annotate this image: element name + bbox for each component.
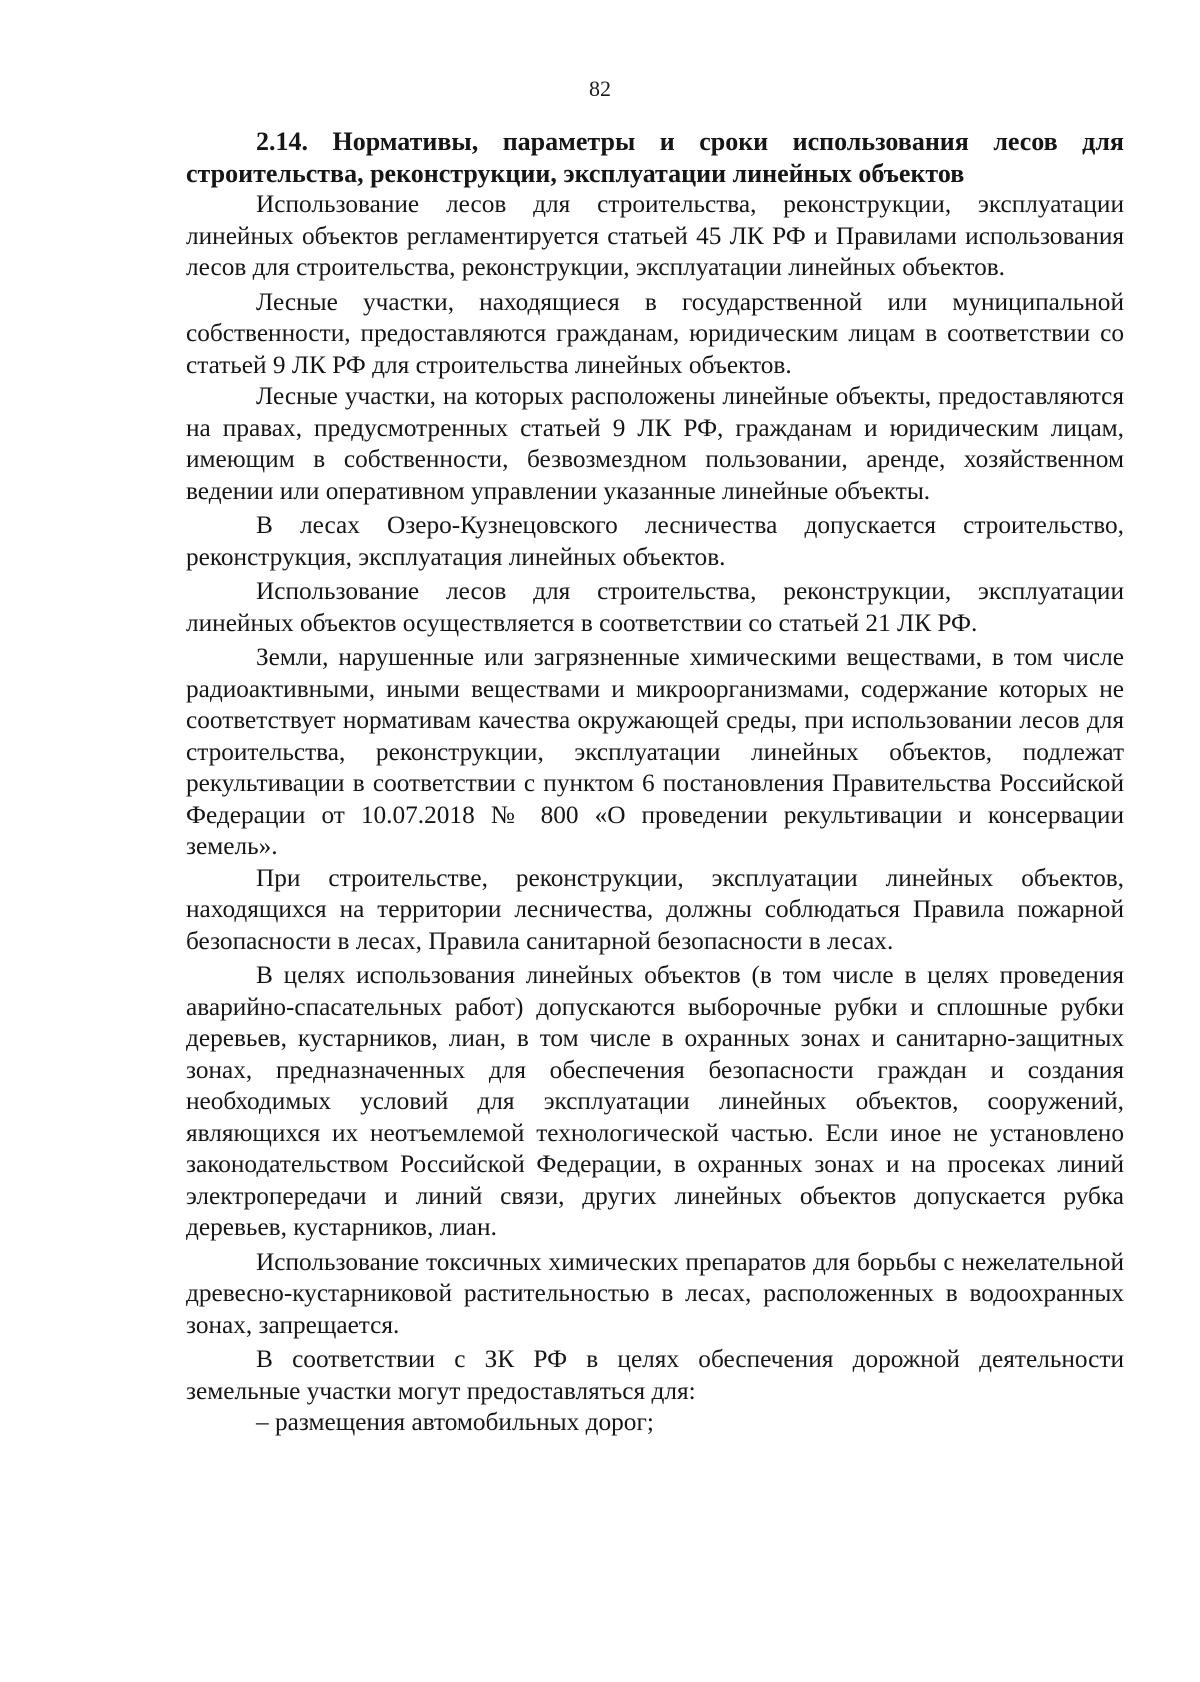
document-content — [186, 126, 1124, 1439]
section-heading: 2.14. Нормативы, параметры и сроки использования лесов для строительства, реконструкции, эксплуатации линейных объектов — [186, 127, 1124, 188]
paragraph: При строительстве, реконструкции, эксплуатации линейных объектов, находящихся на территории лесничества, должны соблюдаться Правила пожарной безопасности в лесах, Правила санитарной безопасности в лесах. — [186, 863, 1124, 955]
section-body — [186, 189, 1124, 1439]
paragraph: Использование лесов для строительства, реконструкции, эксплуатации линейных объектов осуществляется в соответствии со статьей 21 ЛК РФ. — [186, 577, 1124, 637]
paragraph: Использование лесов для строительства, реконструкции, эксплуатации линейных объектов регламентируется статьей 45 ЛК РФ и Правилами использования лесов для строительства, реконструкции, эксплуатации линейных объектов. — [186, 190, 1124, 281]
paragraph: В целях использования линейных объектов (в том числе в целях проведения аварийно-спасательных работ) допускаются выборочные рубки и сплошные рубки деревьев, кустарников, лиан, в том числе в охранных зонах и санитарно-защитных зонах, предназначенных для обеспечения безопасности граждан и создания необходимых условий для эксплуатации линейных объектов, сооружений, являющихся их неотъемлемой технологической частью. Если иное не установлено законодательством Российской Федерации, в охранных зонах и на просеках линий электропередачи и линий связи, других линейных объектов допускается рубка деревьев, кустарников, лиан. — [186, 961, 1124, 1241]
paragraph: Лесные участки, находящиеся в государственной или муниципальной собственности, предоставляются гражданам, юридическим лицам в соответствии со статьей 9 ЛК РФ для строительства линейных объектов. — [186, 287, 1124, 379]
paragraph: Использование токсичных химических препаратов для борьбы с нежелательной древесно-кустарниковой растительностью в лесах, расположенных в водоохранных зонах, запрещается. — [186, 1247, 1124, 1339]
paragraph: Земли, нарушенные или загрязненные химическими веществами, в том числе радиоактивными, иными веществами и микроорганизмами, содержание которых не соответствует нормативам качества окружающей среды, при использовании лесов для строительства, реконструкции, эксплуатации линейных объектов, подлежат рекультивации в соответствии с пунктом 6 постановления Правительства Российской Федерации от 10.07.2018 № 800 «О проведении рекультивации и консервации земель». — [186, 643, 1124, 860]
paragraph: Лесные участки, на которых расположены линейные объекты, предоставляются на правах, предусмотренных статьей 9 ЛК РФ, гражданам и юридическим лицам, имеющим в собственности, безвозмездном пользовании, аренде, хозяйственном ведении или оперативном управлении указанные линейные объекты. — [186, 382, 1124, 505]
list-item: – размещения автомобильных дорог; — [256, 1408, 654, 1436]
paragraph: В лесах Озеро-Кузнецовского лесничества допускается строительство, реконструкция, эксплуатация линейных объектов. — [186, 511, 1124, 571]
page-number: 82 — [589, 76, 611, 101]
paragraph: В соответствии с ЗК РФ в целях обеспечения дорожной деятельности земельные участки могут предоставляться для: — [186, 1345, 1124, 1405]
